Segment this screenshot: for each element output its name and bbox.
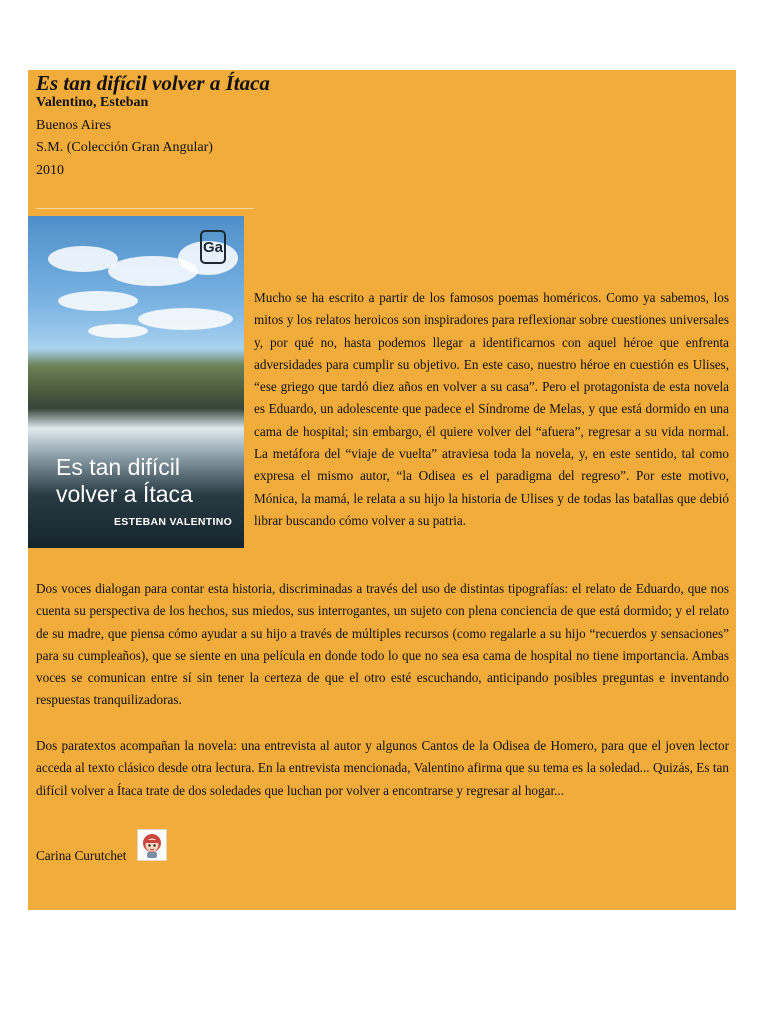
book-author: Valentino, Esteban [36, 95, 149, 110]
avatar-drawing [138, 830, 166, 860]
cover-title-line1: Es tan difícil [56, 454, 180, 480]
book-cover-image [28, 216, 244, 548]
book-publisher: S.M. (Colección Gran Angular) [36, 140, 213, 155]
book-title: Es tan difícil volver a Ítaca [36, 71, 270, 95]
cloud-shape [58, 291, 138, 311]
cloud-shape [138, 308, 233, 330]
reviewer-avatar-icon [137, 829, 167, 861]
book-year: 2010 [36, 163, 64, 178]
publisher-logo: Ga [200, 230, 226, 264]
review-paragraph-1: Mucho se ha escrito a partir de los famosos poemas homéricos. Como ya sabemos, los mitos y los relatos heroicos son inspiradores para reflexionar sobre cuestiones universales y, por qué no, hasta podemos llegar a identificarnos con aquel héroe que enfrenta adversidades para cumplir su objetivo. En este caso, nuestro héroe en cuestión es Ulises, “ese griego que tardó diez años en volver a su casa”. Pero el protagonista de esta novela es Eduardo, un adolescente que padece el Síndrome de Melas, y que está dormido en una cama de hospital; sin embargo, él quiere volver del “afuera”, regresar a su vida normal. La metáfora del “viaje de vuelta” atraviesa toda la novela, y, en este sentido, tal como expresa el mismo autor, “la Odisea es el paradigma del regreso”. Por este motivo, Mónica, la mamá, le relata a su hijo la historia de Ulises y de todas las batallas que debió librar buscando cómo volver a su patria. [254, 290, 729, 528]
book-city: Buenos Aires [36, 118, 112, 133]
cover-title [56, 454, 241, 508]
cover-title-line2: volver a Ítaca [56, 481, 193, 507]
divider [36, 208, 254, 209]
cloud-shape [88, 324, 148, 338]
reviewer-name: Carina Curutchet [36, 848, 127, 863]
review-paragraph-2: Dos voces dialogan para contar esta historia, discriminadas a través del uso de distintas tipografías: el relato de Eduardo, que nos cuenta su perspectiva de los hechos, sus miedos, sus interrogantes, un sujeto con plena conciencia de que está dormido; y el relato de su madre, que piensa cómo ayudar a su hijo a través de múltiples recursos (como regalarle a su hijo “recuerdos y sensaciones” para su cumpleaños), que se siente en una película en donde todo lo que no sea esa cama de hospital no tiene importancia. Ambas voces se comunican entre sí sin tener la certeza de que el otro esté escuchando, anticipando posibles preguntas e inventando respuestas tranquilizadoras. [36, 581, 729, 708]
cover-author: ESTEBAN VALENTINO [114, 516, 233, 528]
review-paragraph-3: Dos paratextos acompañan la novela: una entrevista al autor y algunos Cantos de la Odisea de Homero, para que el joven lector acceda al texto clásico desde otra lectura. En la entrevista mencionada, Valentino afirma que su tema es la soledad... Quizás, Es tan difícil volver a Ítaca trate de dos soledades que luchan por volver a encontrarse y regresar al hogar... [36, 738, 729, 798]
